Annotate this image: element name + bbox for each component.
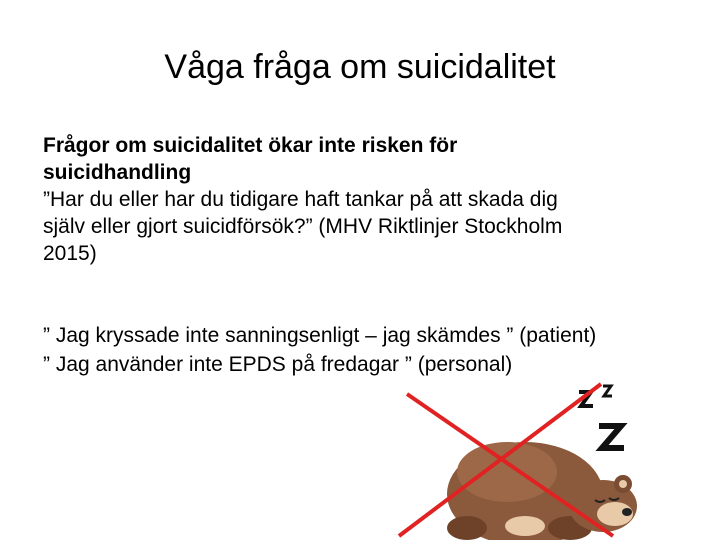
quote-patient: ” Jag kryssade inte sanningsenligt – jag skämdes ” (patient) — [43, 324, 597, 347]
statement-line-2: suicidhandling — [43, 161, 192, 184]
slide-title: Våga fråga om suicidalitet — [164, 48, 556, 86]
body-text — [43, 132, 683, 267]
quotes-block — [43, 321, 703, 379]
question-line-3: 2015) — [43, 242, 97, 265]
bear-body — [447, 442, 637, 540]
question-line-1: ”Har du eller har du tidigare haft tankar på att skada dig — [43, 188, 558, 211]
quote-staff: ” Jag använder inte EPDS på fredagar ” (personal) — [43, 353, 513, 376]
statement-line-1: Frågor om suicidalitet ökar inte risken för — [43, 134, 458, 157]
question-line-2: själv eller gjort suicidförsök?” (MHV Riktlinjer Stockholm — [43, 215, 563, 238]
sleeping-bear-icon — [395, 378, 655, 540]
